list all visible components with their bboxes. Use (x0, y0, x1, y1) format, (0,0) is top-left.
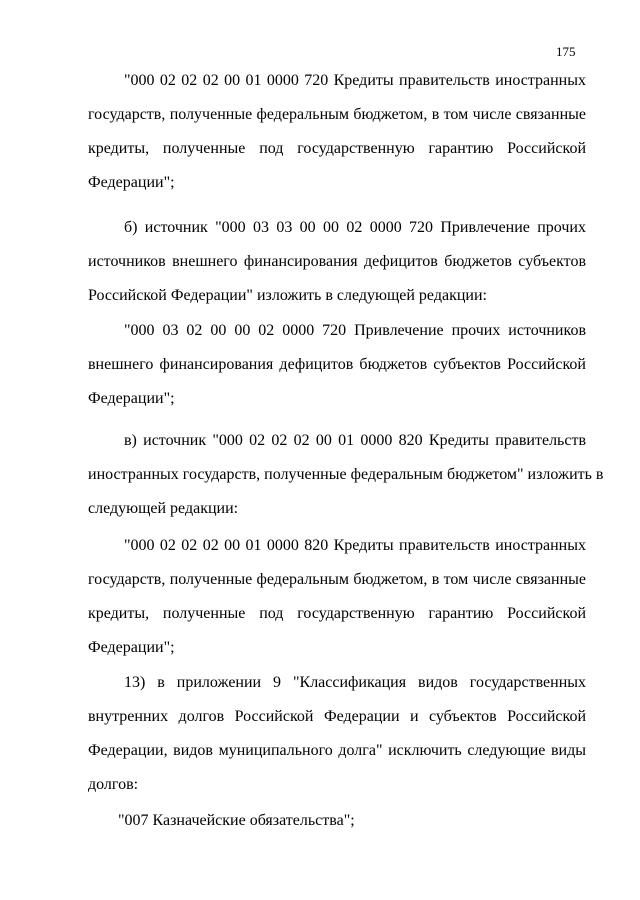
paragraph-line: "000 03 02 00 00 02 0000 720 Привлечение прочих источников (124, 322, 586, 339)
paragraph-3 (88, 314, 586, 416)
paragraph-line: внутренних долгов Российской Федерации и субъектов Российской (88, 708, 586, 725)
paragraph-2 (88, 211, 586, 313)
paragraph-line: долгов: (88, 776, 139, 793)
paragraph-5 (88, 529, 586, 665)
paragraph-line: Российской Федерации" изложить в следующей редакции: (88, 287, 487, 304)
paragraph-line: государств, полученные федеральным бюджетом, в том числе связанные (88, 571, 586, 588)
paragraph-6 (88, 666, 586, 802)
paragraph-line: источников внешнего финансирования дефицитов бюджетов субъектов (88, 253, 586, 270)
paragraph-line: Федерации"; (88, 639, 175, 656)
paragraph-line: "000 02 02 02 00 01 0000 720 Кредиты правительств иностранных (124, 72, 586, 89)
paragraph-line: кредиты, полученные под государственную гарантию Российской (88, 605, 586, 622)
paragraph-line: б) источник "000 03 03 00 00 02 0000 720 Привлечение прочих (124, 219, 586, 236)
paragraph-4 (88, 424, 604, 526)
paragraph-line: следующей редакции: (88, 500, 239, 517)
paragraph-line: "007 Казначейские обязательства"; (118, 812, 355, 829)
paragraph-1 (88, 64, 586, 200)
paragraph-line: иностранных государств, полученные федеральным бюджетом" изложить в (88, 466, 604, 483)
paragraph-line: внешнего финансирования дефицитов бюджетов субъектов Российской (88, 356, 586, 373)
paragraph-line: Федерации"; (88, 390, 175, 407)
paragraph-line: 13) в приложении 9 "Классификация видов государственных (124, 674, 586, 691)
paragraph-7 (88, 804, 586, 838)
paragraph-line: Федерации, видов муниципального долга" исключить следующие виды (88, 742, 586, 759)
page-number: 175 (556, 44, 576, 59)
paragraph-line: государств, полученные федеральным бюджетом, в том числе связанные (88, 106, 586, 123)
paragraph-line: "000 02 02 02 00 01 0000 820 Кредиты правительств иностранных (124, 537, 586, 554)
paragraph-line: Федерации"; (88, 174, 175, 191)
paragraph-line: в) источник "000 02 02 02 00 01 0000 820 Кредиты правительств (124, 432, 586, 449)
paragraph-line: кредиты, полученные под государственную гарантию Российской (88, 140, 586, 157)
